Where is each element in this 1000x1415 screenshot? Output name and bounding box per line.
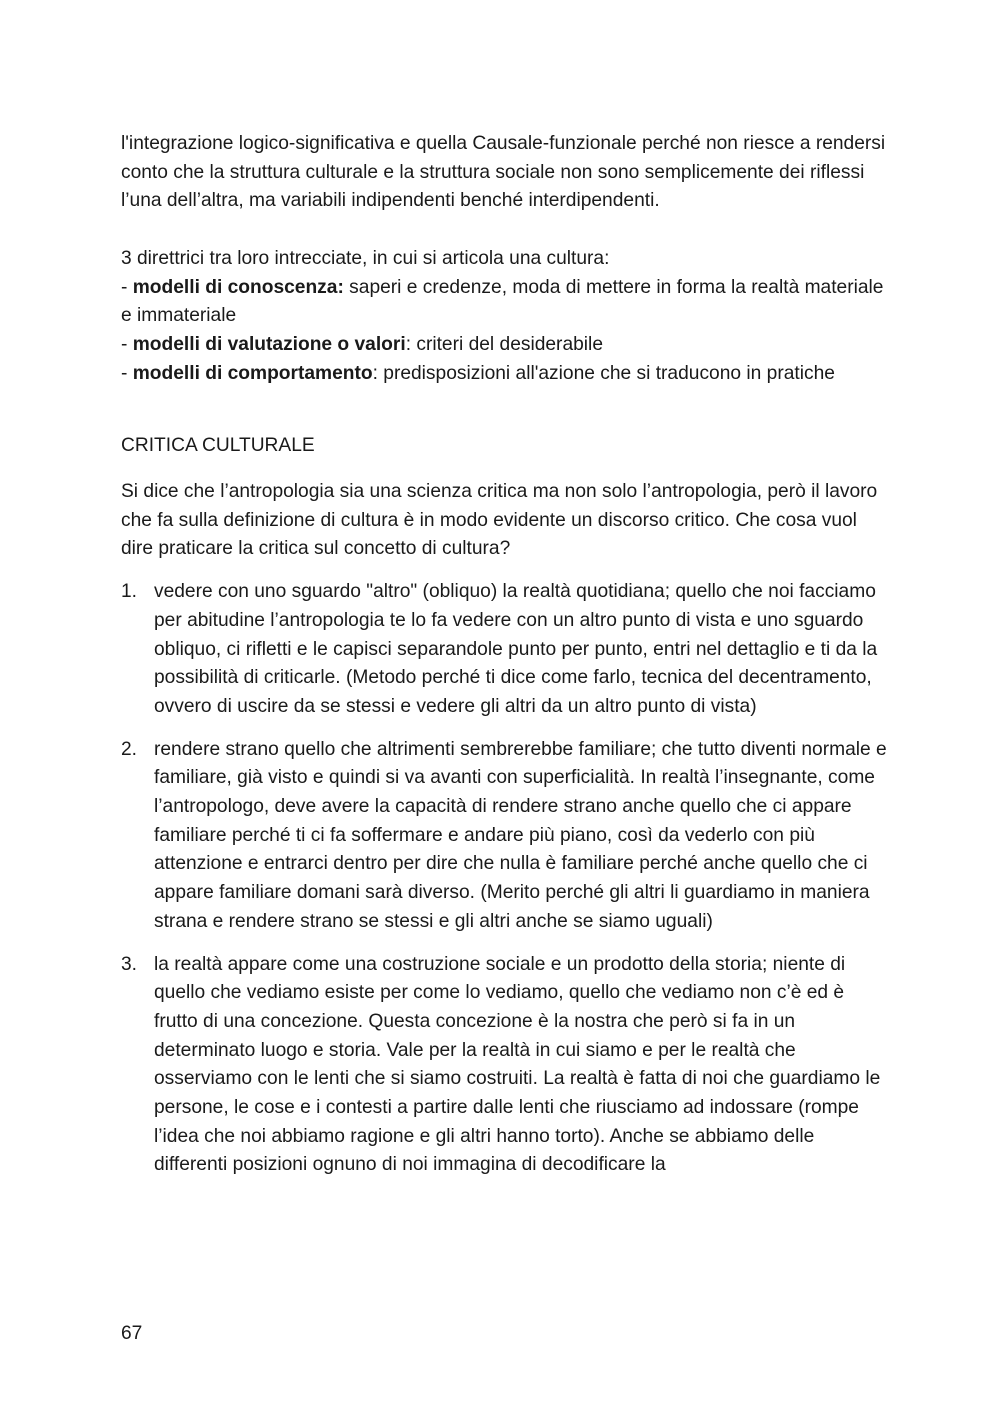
models-list bbox=[121, 274, 889, 389]
model-text: saperi e credenze, moda di mettere in forma la realtà materiale e immateriale bbox=[121, 276, 884, 327]
document-page bbox=[121, 130, 889, 1194]
model-text: : predisposizioni all'azione che si traducono in pratiche bbox=[372, 362, 835, 384]
model-text: : criteri del desiderabile bbox=[405, 333, 603, 355]
model-term: modelli di valutazione o valori bbox=[132, 333, 406, 355]
list-item-number: 3. bbox=[121, 953, 138, 975]
list-item bbox=[121, 736, 889, 937]
model-item-conoscenza bbox=[121, 274, 889, 331]
page-number: 67 bbox=[121, 1323, 143, 1344]
model-term: modelli di comportamento bbox=[132, 362, 373, 384]
model-item-comportamento bbox=[121, 360, 889, 389]
list-item-text: vedere con uno sguardo "altro" (obliquo) la realtà quotidiana; quello che noi facciamo per abitudine l’antropologia te lo fa vedere con un altro punto di vista e uno sguardo obliquo, ci rifletti e le capisci separandole punto per punto, entri nel dettaglio e ti da la possibilità di criticarle. (Metodo perché ti dice come farlo, tecnica del decentramento, ovvero di uscire da se stessi e vedere gli altri da un altro punto di vista) bbox=[154, 581, 878, 717]
list-item-text: la realtà appare come una costruzione sociale e un prodotto della storia; niente di quello che vediamo esiste per come lo vediamo, quello che vediamo non c’è ed è frutto di una concezione. Questa concezione è la nostra che però si fa in un determinato luogo e storia. Vale per la realtà in cui siamo e per le realtà che osserviamo con le lenti che si siamo costruiti. La realtà è fatta di noi che guardiamo le persone, le cose e i contesti a partire dalle lenti che riusciamo ad indossare (rompe l’idea che noi abbiamo ragione e gli altri hanno torto). Anche se abbiamo delle differenti posizioni ognuno di noi immagina di decodificare la bbox=[154, 953, 881, 1176]
list-item bbox=[121, 951, 889, 1181]
list-item bbox=[121, 578, 889, 722]
model-prefix: - bbox=[121, 362, 133, 384]
model-prefix: - bbox=[121, 276, 133, 298]
direttrici-intro: 3 direttrici tra loro intrecciate, in cui si articola una cultura: bbox=[121, 247, 610, 269]
model-item-valutazione bbox=[121, 331, 889, 360]
list-item-text: rendere strano quello che altrimenti sembrerebbe familiare; che tutto diventi normale e familiare, già visto e quindi si va avanti con superficialità. In realtà l’insegnante, come l’antropologo, deve avere la capacità di rendere strano anche quello che ci appare familiare perché ti ci fa soffermare e andare più piano, così da vederlo con più attenzione e entrarci dentro per dire che nulla è familiare perché anche quello che ci appare familiare domani sarà diverso. (Merito perché gli altri li guardiamo in maniera strana e rendere strano se stessi e gli altri anche se siamo uguali) bbox=[154, 738, 887, 932]
critica-list bbox=[121, 578, 889, 1180]
section-intro: Si dice che l’antropologia sia una scienza critica ma non solo l’antropologia, però il lavoro che fa sulla definizione di cultura è in modo evidente un discorso critico. Che cosa vuol dire praticare la critica sul concetto di cultura? bbox=[121, 481, 878, 560]
list-item-number: 2. bbox=[121, 738, 138, 760]
model-term: modelli di conoscenza: bbox=[132, 276, 344, 298]
list-item-number: 1. bbox=[121, 581, 138, 603]
continuation-paragraph: l'integrazione logico-significativa e quella Causale-funzionale perché non riesce a rendersi conto che la struttura culturale e la struttura sociale non sono semplicemente dei riflessi l’una dell’altra, ma variabili indipendenti benché interdipendenti. bbox=[121, 133, 886, 212]
section-title: CRITICA CULTURALE bbox=[121, 435, 315, 457]
model-prefix: - bbox=[121, 333, 133, 355]
